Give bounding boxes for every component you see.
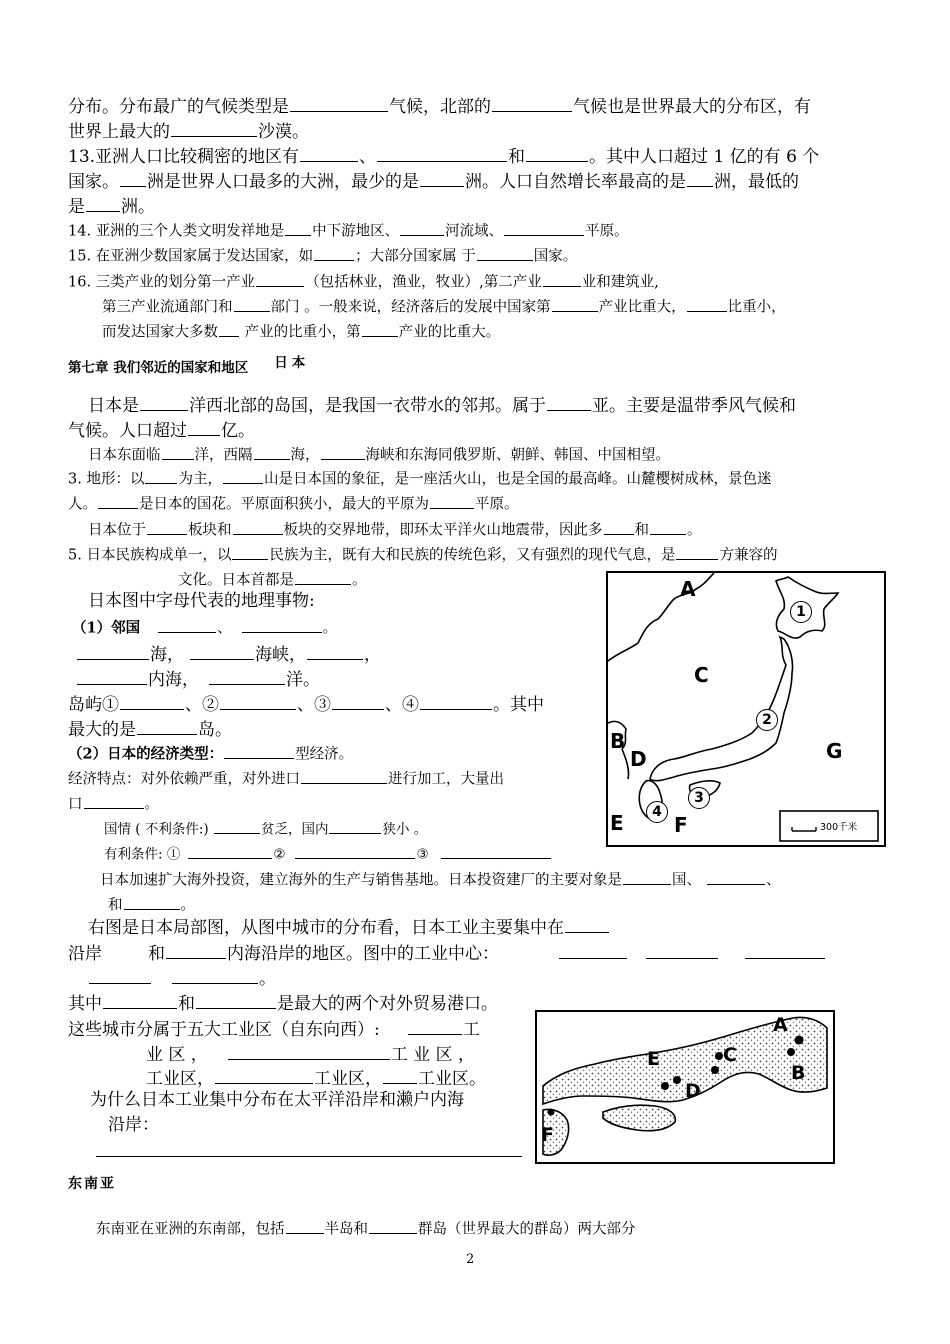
text-line xyxy=(68,271,659,291)
text: 洋西北部的岛国，是我国一衣带水的邻邦。属于 xyxy=(189,396,546,416)
text: 洲是世界人口最多的大洲，最少的是 xyxy=(147,172,419,192)
text: 、 xyxy=(766,872,781,889)
text: 、④ xyxy=(385,695,419,715)
blank[interactable] xyxy=(745,941,825,959)
text: 文化。日本首都是 xyxy=(178,572,294,589)
text: 人。 xyxy=(68,496,97,513)
text: 业 区 ， xyxy=(146,1045,208,1065)
blank[interactable] xyxy=(362,321,398,337)
text: 板块的交界地带，即环太平洋火山地震带，因此多 xyxy=(283,522,603,539)
blank[interactable] xyxy=(441,844,551,859)
blank[interactable] xyxy=(171,119,257,137)
text: 比重小， xyxy=(727,299,786,316)
text-line xyxy=(68,743,353,763)
text: 为什么日本工业集中分布在太平洋沿岸和濑户内海 xyxy=(90,1090,464,1110)
circle-label-1: 1 xyxy=(790,601,812,623)
blank[interactable] xyxy=(228,1042,390,1060)
text: 这些城市分属于五大工业区（自东向西）: xyxy=(68,1020,380,1040)
text: 。 xyxy=(180,897,195,914)
text: 民族为主，既有大和民族的传统色彩，又有强烈的现代气息，是 xyxy=(269,547,676,564)
text: 海， xyxy=(150,645,184,665)
text: 最大的是 xyxy=(68,720,136,740)
text: 产业的比重小，第 xyxy=(240,324,361,341)
text: 型经济。 xyxy=(295,746,354,763)
text-line xyxy=(68,169,799,193)
text: 业和建筑业, xyxy=(581,274,659,291)
blank[interactable] xyxy=(286,1218,324,1234)
text-line xyxy=(72,617,337,637)
text: 和 xyxy=(508,147,526,167)
text-line xyxy=(146,1066,486,1090)
blank[interactable] xyxy=(329,819,381,834)
text: ， xyxy=(364,645,381,665)
text-line xyxy=(76,667,320,691)
blank[interactable] xyxy=(559,941,627,959)
text-line xyxy=(102,321,500,341)
blank[interactable] xyxy=(124,894,180,910)
text-line xyxy=(68,119,309,143)
blank[interactable] xyxy=(295,844,415,859)
text: 中下游地区、 xyxy=(312,223,400,240)
text-line xyxy=(104,844,552,863)
text-line xyxy=(68,493,519,513)
blank[interactable] xyxy=(543,271,581,287)
text: 贫乏，国内 xyxy=(260,821,329,838)
blank[interactable] xyxy=(504,220,584,236)
blank[interactable] xyxy=(209,667,285,685)
blank[interactable] xyxy=(492,94,572,112)
blank[interactable] xyxy=(290,94,388,112)
text: 方兼容的 xyxy=(719,547,778,564)
text: 国、 xyxy=(672,872,701,889)
text-line xyxy=(68,717,232,741)
blank[interactable] xyxy=(98,493,138,509)
blank[interactable] xyxy=(526,144,588,162)
blank[interactable] xyxy=(188,418,220,436)
text-line xyxy=(68,194,155,218)
text-line xyxy=(68,793,159,813)
text: 是最大的两个对外贸易港口。 xyxy=(277,994,498,1014)
text-line xyxy=(68,468,771,488)
blank[interactable] xyxy=(215,1066,313,1084)
text: 5. 日本民族构成单一，以 xyxy=(68,547,232,564)
text: 。 xyxy=(352,572,367,589)
blank[interactable] xyxy=(307,642,363,660)
map2-label-f: F xyxy=(541,1124,554,1146)
text: 其中 xyxy=(68,994,102,1014)
text: 日本加速扩大海外投资，建立海外的生产与销售基地。日本投资建厂的主要对象是 xyxy=(100,872,622,889)
blank[interactable] xyxy=(242,617,322,633)
text: 是 xyxy=(68,197,85,217)
map2-label-c: C xyxy=(723,1044,737,1066)
blank[interactable] xyxy=(137,717,197,735)
blank[interactable] xyxy=(430,493,474,509)
text: 板块和 xyxy=(188,522,232,539)
blank[interactable] xyxy=(223,468,263,484)
text: 洋。 xyxy=(286,670,320,690)
text: 沿岸： xyxy=(108,1115,159,1135)
blank[interactable] xyxy=(623,869,671,885)
map2-label-a: A xyxy=(773,1014,788,1036)
text: 。 xyxy=(322,620,338,637)
text: 日本图中字母代表的地理事物: xyxy=(88,591,315,611)
blank[interactable] xyxy=(254,444,290,460)
text: 产业比重大， xyxy=(598,299,686,316)
blank[interactable] xyxy=(188,844,272,859)
blank[interactable] xyxy=(687,296,727,312)
blank[interactable] xyxy=(162,444,194,460)
blank[interactable] xyxy=(190,642,254,660)
text: 海峡和东海同俄罗斯、朝鲜、韩国、中国相望。 xyxy=(365,447,670,464)
text-line xyxy=(68,220,629,240)
blank[interactable] xyxy=(233,519,283,535)
text: 内海沿岸的地区。图中的工业中心： xyxy=(227,944,499,964)
text-line xyxy=(68,144,819,168)
blank[interactable] xyxy=(650,519,686,535)
text: 、 xyxy=(359,147,377,167)
text: ② xyxy=(273,846,286,863)
blank[interactable] xyxy=(84,793,144,809)
text: 进行加工，大量出 xyxy=(388,771,504,788)
text: 洲，最低的 xyxy=(714,172,799,192)
blank[interactable] xyxy=(86,194,120,212)
section-title: 东南亚 xyxy=(68,1176,116,1192)
blank[interactable] xyxy=(369,1218,417,1234)
japan-map xyxy=(606,571,886,847)
text-line xyxy=(88,592,315,612)
text: 群岛（世界最大的群岛）两大部分 xyxy=(418,1221,636,1238)
text: 口 xyxy=(68,796,83,813)
blank[interactable] xyxy=(314,245,354,261)
text: 为主， xyxy=(178,471,222,488)
blank[interactable] xyxy=(145,468,177,484)
text: 日本位于 xyxy=(88,522,146,539)
text: 世界上最大的 xyxy=(68,122,170,142)
text: 日本是 xyxy=(88,396,139,416)
text-line xyxy=(88,519,702,539)
blank[interactable] xyxy=(89,966,151,984)
text: 16. 三类产业的划分第一产业 xyxy=(68,274,256,291)
text: 、② xyxy=(185,695,219,715)
blank[interactable] xyxy=(707,869,765,885)
blank[interactable] xyxy=(232,544,268,560)
blank[interactable] xyxy=(172,966,258,984)
text: 亿。 xyxy=(221,421,255,441)
chapter-heading xyxy=(68,355,310,377)
text: 平原。 xyxy=(475,496,519,513)
text: 和 xyxy=(108,897,123,914)
blank[interactable] xyxy=(295,569,351,585)
text-line xyxy=(96,1218,636,1238)
text-line xyxy=(68,544,777,564)
text-line xyxy=(68,418,255,442)
blank[interactable] xyxy=(103,991,177,1009)
text: 分布。分布最广的气候类型是 xyxy=(68,97,289,117)
text: ；大部分国家属 于 xyxy=(355,248,476,265)
text-line xyxy=(68,245,577,265)
text: 气候，北部的 xyxy=(389,97,491,117)
map-label-f: F xyxy=(674,813,688,837)
text: 山是日本国的象征，是一座活火山，也是全国的最高峰。山麓樱树成林，景色迷 xyxy=(263,471,772,488)
text: 狭小 。 xyxy=(382,821,428,838)
text: 和 xyxy=(148,944,165,964)
text: 、 xyxy=(217,620,232,637)
text: 而发达国家大多数 xyxy=(102,324,218,341)
blank[interactable] xyxy=(646,941,718,959)
map2-label-d: D xyxy=(685,1080,701,1102)
japan-industry-map xyxy=(535,1010,835,1164)
text: 河流域、 xyxy=(445,223,504,240)
text-line xyxy=(76,642,381,666)
blank[interactable] xyxy=(77,642,149,660)
blank[interactable] xyxy=(687,169,713,187)
blank[interactable] xyxy=(300,144,358,162)
blank[interactable] xyxy=(552,296,598,312)
text-line xyxy=(88,966,276,990)
blank[interactable] xyxy=(477,245,533,261)
blank[interactable] xyxy=(332,692,384,710)
blank[interactable] xyxy=(158,617,216,633)
text: 海峡， xyxy=(255,645,306,665)
text: 产业的比重大。 xyxy=(398,324,501,341)
text: 沙漠。 xyxy=(258,122,309,142)
text: 国家。 xyxy=(533,248,578,265)
text: 。其中 xyxy=(493,695,544,715)
text: 、③ xyxy=(297,695,331,715)
text-line xyxy=(104,819,427,838)
text: 洲。 xyxy=(121,197,155,217)
text: 平原。 xyxy=(585,223,629,240)
blank[interactable] xyxy=(220,692,296,710)
blank[interactable] xyxy=(400,220,444,236)
text-line xyxy=(88,444,670,464)
blank[interactable] xyxy=(565,915,609,933)
text: 日本东面临 xyxy=(88,447,161,464)
text: ③ xyxy=(416,846,429,863)
blank[interactable] xyxy=(224,743,294,759)
blank[interactable] xyxy=(256,271,304,287)
map-label-e: E xyxy=(610,811,624,835)
text: 部门 。一般来说，经济落后的发展中国家第 xyxy=(270,299,551,316)
text-line xyxy=(68,692,544,716)
text: 亚。主要是温带季风气候和 xyxy=(592,396,796,416)
circle-label-4: 4 xyxy=(646,801,668,823)
text-line xyxy=(178,569,367,589)
blank[interactable] xyxy=(285,220,311,236)
text: 内海， xyxy=(148,670,199,690)
text-line xyxy=(68,991,498,1015)
text: 国家。 xyxy=(68,172,119,192)
blank[interactable] xyxy=(120,169,146,187)
text: 气候。人口超过 xyxy=(68,421,187,441)
blank[interactable] xyxy=(408,1017,462,1035)
text: 岛屿① xyxy=(68,695,119,715)
blank[interactable] xyxy=(604,519,634,535)
answer-line[interactable] xyxy=(96,1156,522,1157)
blank[interactable] xyxy=(120,692,184,710)
blank[interactable] xyxy=(547,393,591,411)
map2-label-b: B xyxy=(791,1062,806,1084)
text: （2）日本的经济类型： xyxy=(68,745,224,763)
text-line xyxy=(68,1017,480,1041)
blank[interactable] xyxy=(377,144,507,162)
text: （包括林业，渔业，牧业）,第二产业 xyxy=(305,274,542,291)
text: 。 xyxy=(259,969,276,989)
text: 第三产业流通部门和 xyxy=(102,299,233,316)
text-line xyxy=(68,94,811,118)
text: 国情 ( 不利条件:) xyxy=(104,821,213,838)
map-label-d: D xyxy=(630,747,647,771)
text-line xyxy=(108,894,195,914)
text: 气候也是世界最大的分布区，有 xyxy=(573,97,811,117)
text: 是日本的国花。平原面积狭小，最大的平原为 xyxy=(139,496,429,513)
text-line xyxy=(108,1116,159,1136)
text-line xyxy=(68,941,826,965)
blank[interactable] xyxy=(147,519,187,535)
text: 。其中人口超过 1 亿的有 6 个 xyxy=(589,147,820,167)
text: 14. 亚洲的三个人类文明发祥地是 xyxy=(68,223,285,240)
text: 工 xyxy=(462,1020,480,1040)
section-title: 日本 xyxy=(274,355,310,371)
text-line xyxy=(90,1091,464,1111)
text-line xyxy=(100,869,781,889)
text-line xyxy=(146,1042,475,1066)
text-line xyxy=(88,915,610,939)
text-line xyxy=(102,296,786,316)
circle-label-2: 2 xyxy=(756,709,778,731)
blank[interactable] xyxy=(140,393,188,411)
blank[interactable] xyxy=(420,692,492,710)
text: （1）邻国 xyxy=(72,619,141,637)
blank[interactable] xyxy=(196,991,276,1009)
blank[interactable] xyxy=(214,819,260,834)
text: 。 xyxy=(144,796,159,813)
text: 有利条件: ① xyxy=(104,846,181,863)
blank[interactable] xyxy=(383,1066,417,1084)
blank[interactable] xyxy=(676,544,718,560)
text-line xyxy=(88,393,796,417)
map-label-c: C xyxy=(694,663,709,687)
blank[interactable] xyxy=(219,321,239,337)
text: 第七章 我们邻近的国家和地区 xyxy=(68,360,249,376)
text: 工业区， xyxy=(146,1069,214,1089)
blank[interactable] xyxy=(301,768,387,784)
blank[interactable] xyxy=(321,444,365,460)
text: 东南亚在亚洲的东南部，包括 xyxy=(96,1221,285,1238)
blank[interactable] xyxy=(77,667,147,685)
blank[interactable] xyxy=(234,296,270,312)
text: 工业区。 xyxy=(418,1069,486,1089)
text: 岛。 xyxy=(198,720,232,740)
text: 工 业 区 ， xyxy=(390,1045,476,1065)
text: 半岛和 xyxy=(324,1221,368,1238)
map-label-a: A xyxy=(680,577,696,601)
text: 右图是日本局部图，从图中城市的分布看，日本工业主要集中在 xyxy=(88,918,564,938)
text-line xyxy=(68,768,504,788)
text: 海， xyxy=(290,447,320,464)
page-number: 2 xyxy=(466,1252,475,1267)
map-label-g: G xyxy=(826,739,843,763)
text: 13.亚洲人口比较稠密的地区有 xyxy=(68,147,300,167)
blank[interactable] xyxy=(420,169,464,187)
text: 工业区， xyxy=(314,1069,382,1089)
map2-label-e: E xyxy=(647,1048,660,1070)
map-label-b: B xyxy=(610,729,626,753)
text: 3. 地形：以 xyxy=(68,471,145,488)
text: 洲。人口自然增长率最高的是 xyxy=(465,172,686,192)
text: 洋，西隔 xyxy=(194,447,253,464)
text: 沿岸 xyxy=(68,944,102,964)
blank[interactable] xyxy=(166,941,226,959)
circle-label-3: 3 xyxy=(688,787,710,809)
text: 和 xyxy=(178,994,195,1014)
text: 经济特点：对外依赖严重，对外进口 xyxy=(68,771,300,788)
text: 。 xyxy=(687,522,702,539)
text: 15. 在亚洲少数国家属于发达国家，如 xyxy=(68,248,314,265)
text: 和 xyxy=(634,522,649,539)
scale-label: 300千米 xyxy=(820,822,858,833)
